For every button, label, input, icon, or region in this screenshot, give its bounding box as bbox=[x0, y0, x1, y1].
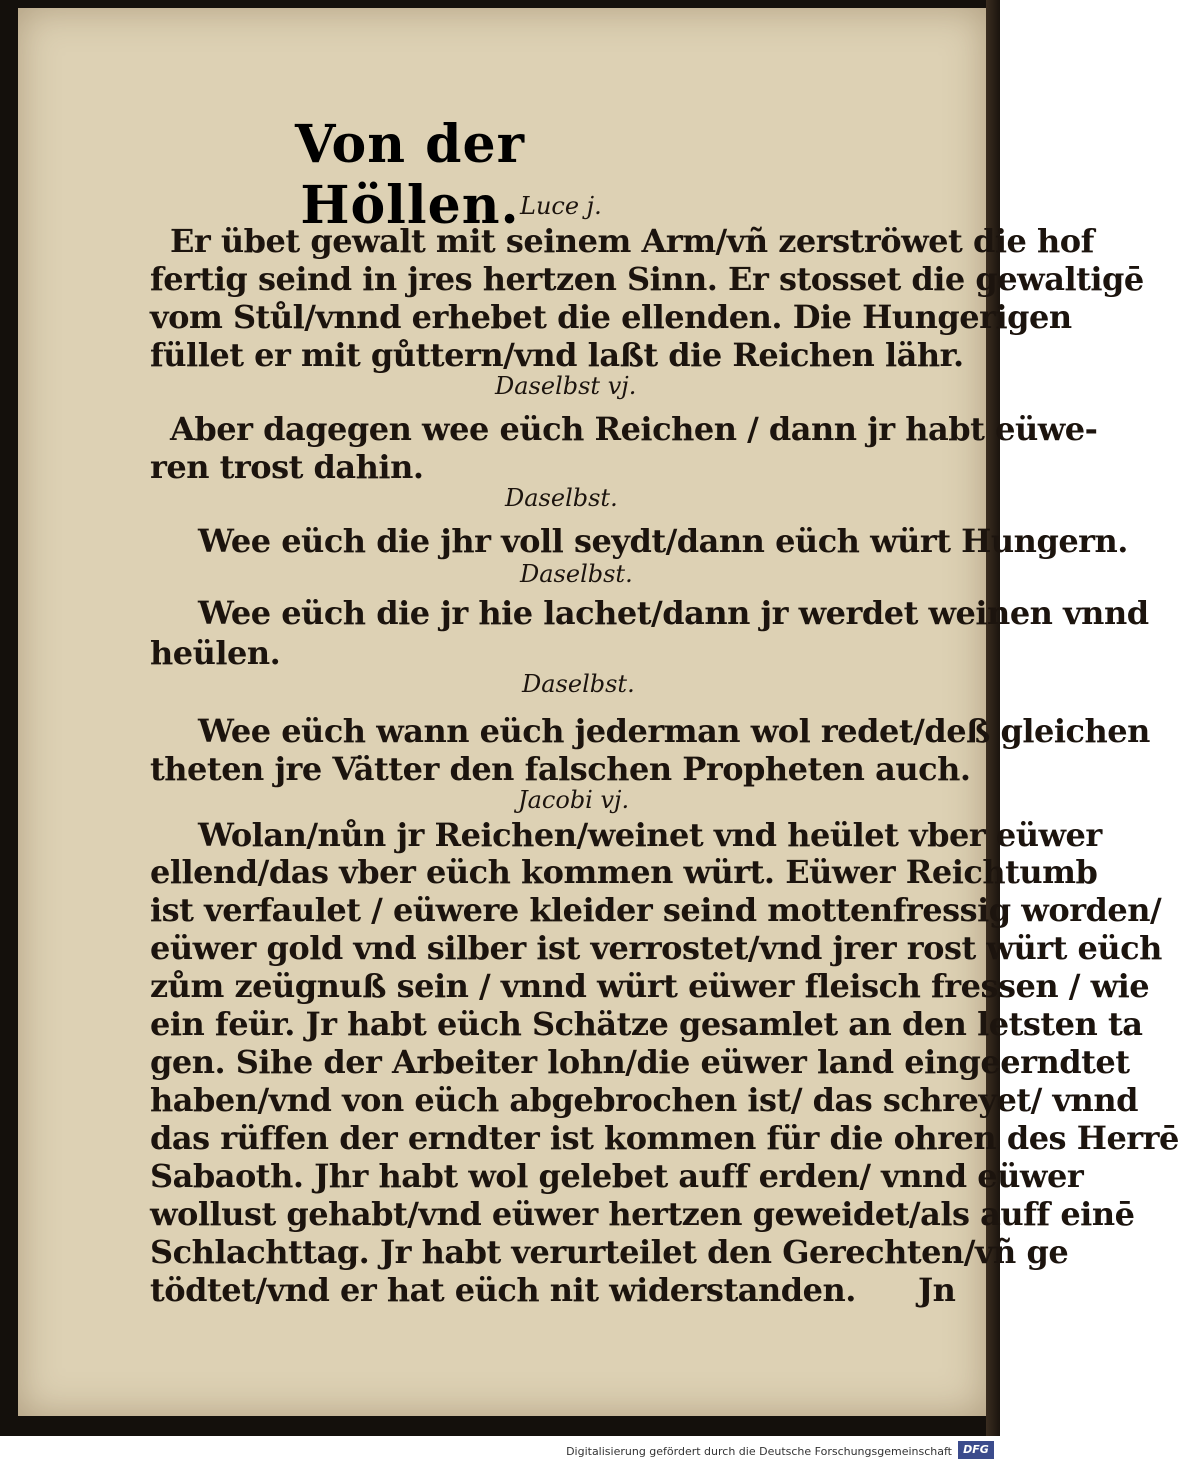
text-line: ellend/das vber eüch kommen würt. Eüwer Reichtumb bbox=[150, 853, 1098, 891]
text-line: Wee eüch die jr hie lachet/dann jr werdet weinen vnnd bbox=[198, 594, 1149, 632]
dfg-logo: DFG bbox=[958, 1441, 994, 1459]
scripture-reference: Daselbst vj. bbox=[495, 372, 637, 400]
text-line: wollust gehabt/vnd eüwer hertzen geweidet/als auff einē bbox=[150, 1195, 1135, 1233]
text-line: füllet er mit gůttern/vnd laßt die Reichen lähr. bbox=[150, 336, 964, 374]
text-line: heülen. bbox=[150, 634, 281, 672]
page-title: Von der Höllen. bbox=[294, 114, 525, 236]
text-line: Er übet gewalt mit seinem Arm/vñ zerströwet die hof bbox=[170, 222, 1094, 260]
text-line: Wee eüch die jhr voll seydt/dann eüch würt Hungern. bbox=[198, 522, 1128, 560]
text-line: Aber dagegen wee eüch Reichen / dann jr habt eüwe- bbox=[170, 410, 1098, 448]
text-line: zům zeügnuß sein / vnnd würt eüwer fleisch fressen / wie bbox=[150, 967, 1150, 1005]
text-line: Sabaoth. Jhr habt wol gelebet auff erden/ vnnd eüwer bbox=[150, 1157, 1084, 1195]
scripture-reference: Jacobi vj. bbox=[518, 786, 630, 814]
text-line: ein feür. Jr habt eüch Schätze gesamlet an den letsten ta bbox=[150, 1005, 1143, 1043]
funding-credit: Digitalisierung gefördert durch die Deutsche Forschungsgemeinschaft bbox=[566, 1445, 952, 1458]
scripture-reference: Luce j. bbox=[520, 192, 602, 220]
scripture-reference: Daselbst. bbox=[522, 670, 635, 698]
text-line: ist verfaulet / eüwere kleider seind mottenfressig worden/ bbox=[150, 891, 1162, 929]
text-line: ren trost dahin. bbox=[150, 448, 424, 486]
text-line: vom Stůl/vnnd erhebet die ellenden. Die Hungerigen bbox=[150, 298, 1072, 336]
text-line: fertig seind in jres hertzen Sinn. Er stosset die gewaltigē bbox=[150, 260, 1144, 298]
text-line: gen. Sihe der Arbeiter lohn/die eüwer land eingeerndtet bbox=[150, 1043, 1130, 1081]
text-line: haben/vnd von eüch abgebrochen ist/ das schreyet/ vnnd bbox=[150, 1081, 1138, 1119]
footer-bar bbox=[0, 1436, 1000, 1466]
text-line: das rüffen der erndter ist kommen für die ohren des Herrē bbox=[150, 1119, 1179, 1157]
text-line: eüwer gold vnd silber ist verrostet/vnd jrer rost würt eüch bbox=[150, 929, 1162, 967]
text-line: Wolan/nůn jr Reichen/weinet vnd heület vber eüwer bbox=[198, 816, 1102, 854]
scripture-reference: Daselbst. bbox=[520, 560, 633, 588]
text-line: Wee eüch wann eüch jederman wol redet/deß gleichen bbox=[198, 712, 1150, 750]
catchword: Jn bbox=[918, 1271, 956, 1309]
text-line: theten jre Vätter den falschen Propheten auch. bbox=[150, 750, 971, 788]
text-line: tödtet/vnd er hat eüch nit widerstanden. bbox=[150, 1271, 856, 1309]
scripture-reference: Daselbst. bbox=[505, 484, 618, 512]
text-line: Schlachttag. Jr habt verurteilet den Gerechten/vñ ge bbox=[150, 1233, 1069, 1271]
